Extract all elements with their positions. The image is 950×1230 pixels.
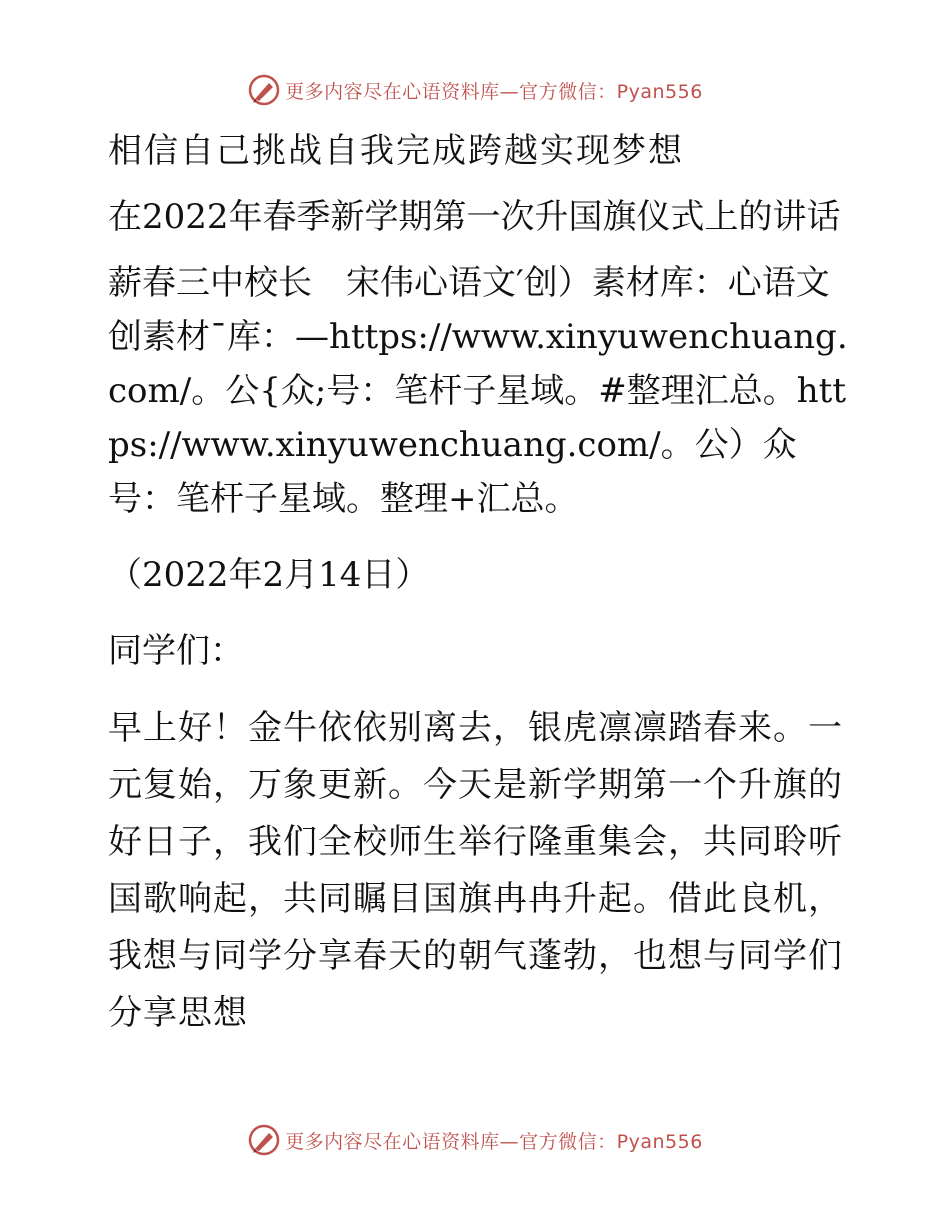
banner-text: 更多内容尽在心语资料库—官方微信：Pyan556 bbox=[285, 80, 703, 103]
banner-text: 更多内容尽在心语资料库—官方微信：Pyan556 bbox=[285, 1130, 703, 1153]
document-title: 相信自己挑战自我完成跨越实现梦想 bbox=[108, 131, 684, 171]
header-banner bbox=[0, 70, 950, 110]
banner-content bbox=[247, 1123, 703, 1157]
document-subtitle: 在2022年春季新学期第一次升国旗仪式上的讲话 bbox=[108, 197, 841, 237]
pen-logo-icon bbox=[247, 1123, 281, 1157]
document-date: （2022年2月14日） bbox=[108, 555, 430, 595]
paragraph: 早上好！金牛依依别离去，银虎凛凛踏春来。一元复始，万象更新。今天是新学期第一个升旗的好日子，我们全校师生举行隆重集会，共同聆听国歌响起，共同瞩目国旗冉冉升起。借此良机，我想与同学分享春天的朝气蓬勃，也想与同学们分享思想 bbox=[108, 708, 843, 1033]
footer-banner bbox=[0, 1120, 950, 1160]
pen-logo-icon bbox=[247, 73, 281, 107]
banner-content bbox=[247, 73, 703, 107]
document-body bbox=[98, 120, 850, 1042]
author-block: 薪春三中校长 宋伟心语文′创）素材库：心语文创素材¯库：—https://www.xinyuwenchuang.com/。公{众;号：笔杆子星域。#整理汇总。https://www.xinyuwenchuang.com/。公）众号：笔杆子星域。整理+汇总。 bbox=[108, 263, 848, 519]
salutation: 同学们： bbox=[108, 631, 244, 671]
